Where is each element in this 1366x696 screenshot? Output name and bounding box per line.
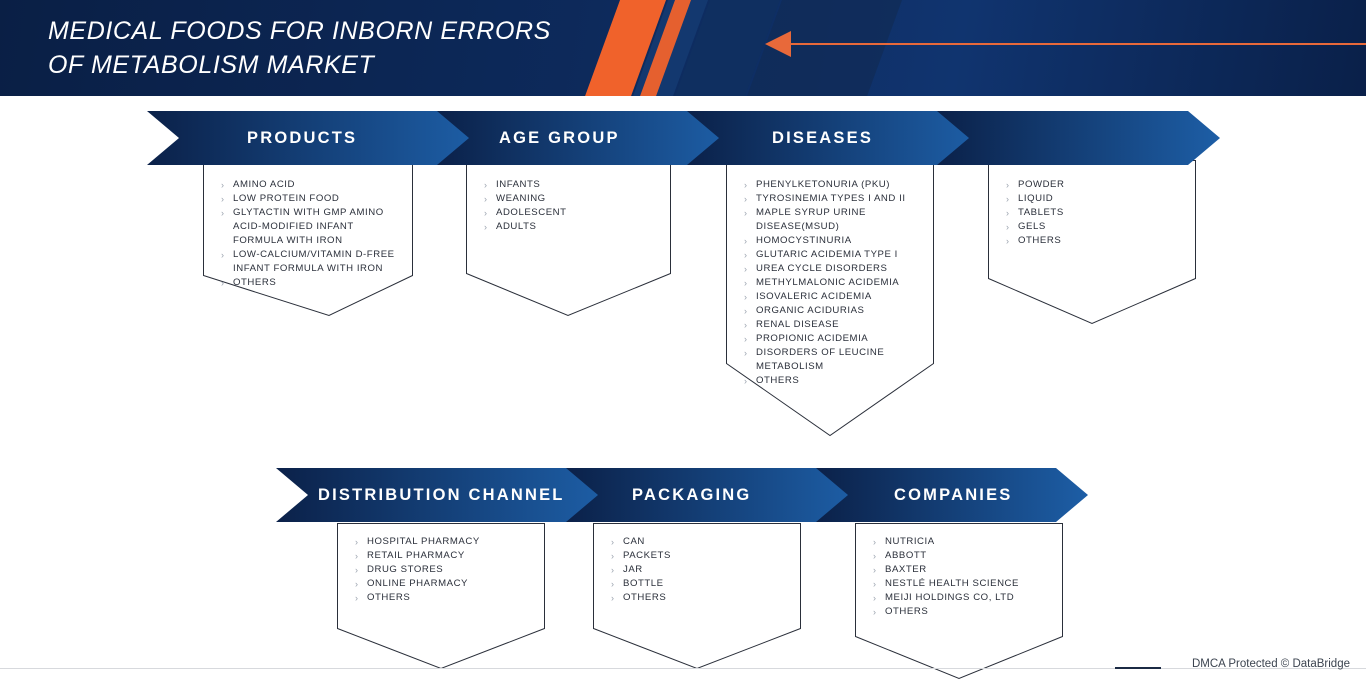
bullet-icon: › — [611, 593, 615, 603]
list-item: › TYROSINEMIA TYPES I AND II — [744, 193, 906, 204]
bullet-icon: › — [484, 180, 488, 190]
list-item: › GLYTACTIN WITH GMP AMINO ACID-MODIFIED INFANT FORMULA WITH IRON — [221, 207, 384, 246]
footer-divider — [0, 668, 1366, 669]
bullet-icon: › — [873, 537, 877, 547]
list-item: › AMINO ACID — [221, 179, 296, 190]
bullet-icon: › — [221, 278, 225, 288]
list-item: › HOMOCYSTINURIA — [744, 235, 852, 246]
bullet-icon: › — [744, 236, 748, 246]
chevron-banner-packaging — [566, 468, 856, 522]
card-distribution-channel — [337, 523, 545, 673]
list-item: › OTHERS — [744, 375, 800, 386]
section-title-distribution-channel: DISTRIBUTION CHANNEL — [318, 485, 565, 504]
bullet-icon: › — [355, 593, 359, 603]
card-list-age-group — [466, 160, 671, 234]
bullet-icon: › — [484, 222, 488, 232]
bullet-icon: › — [744, 334, 748, 344]
bullet-icon: › — [1006, 194, 1010, 204]
list-item: › RENAL DISEASE — [744, 319, 840, 330]
bullet-icon: › — [355, 551, 359, 561]
bullet-icon: › — [744, 278, 748, 288]
list-item: › OTHERS — [873, 606, 929, 617]
list-item: › METHYLMALONIC ACIDEMIA — [744, 277, 900, 288]
section-title-products: PRODUCTS — [247, 128, 358, 147]
bullet-icon: › — [873, 607, 877, 617]
header-arrow-line — [790, 43, 1366, 45]
footer-accent-dash — [1115, 667, 1161, 669]
list-item: › INFANTS — [484, 179, 541, 190]
page-title: MEDICAL FOODS FOR INBORN ERRORS OF METABOLISM MARKET — [48, 17, 551, 79]
list-item: › PACKETS — [611, 550, 671, 561]
bullet-icon: › — [744, 292, 748, 302]
list-item: › NESTLÉ HEALTH SCIENCE — [873, 578, 1019, 589]
bullet-icon: › — [611, 537, 615, 547]
bullet-icon: › — [744, 376, 748, 386]
bullet-icon: › — [611, 579, 615, 589]
bullet-icon: › — [355, 565, 359, 575]
list-item: › OTHERS — [1006, 235, 1062, 246]
section-title-diseases: DISEASES — [772, 128, 874, 147]
bullet-icon: › — [744, 194, 748, 204]
bullet-icon: › — [873, 565, 877, 575]
card-list-packaging — [593, 523, 801, 605]
list-item: › POWDER — [1006, 179, 1065, 190]
bullet-icon: › — [873, 579, 877, 589]
list-item: › LOW PROTEIN FOOD — [221, 193, 340, 204]
chevron-banner-diseases — [687, 111, 977, 165]
section-title-age-group: AGE GROUP — [499, 128, 620, 147]
bullet-icon: › — [873, 551, 877, 561]
bullet-icon: › — [744, 264, 748, 274]
list-item: › DISORDERS OF LEUCINE METABOLISM — [744, 347, 885, 372]
bullet-icon: › — [221, 208, 225, 218]
bullet-icon: › — [744, 250, 748, 260]
list-item: › DRUG STORES — [355, 564, 444, 575]
list-item: › MEIJI HOLDINGS CO, LTD — [873, 592, 1015, 603]
list-item: › ADOLESCENT — [484, 207, 567, 218]
card-list-distribution-channel — [337, 523, 545, 605]
list-item: › WEANING — [484, 193, 546, 204]
bullet-icon: › — [611, 565, 615, 575]
list-item: › LOW-CALCIUM/VITAMIN D-FREE INFANT FORMULA WITH IRON — [221, 249, 395, 274]
list-item: › BOTTLE — [611, 578, 664, 589]
chevron-banner-companies — [816, 468, 1088, 522]
card-diseases — [726, 160, 934, 440]
list-item: › PHENYLKETONURIA (PKU) — [744, 179, 890, 190]
footer-credit: DMCA Protected © DataBridge — [1191, 658, 1350, 670]
bullet-icon: › — [1006, 222, 1010, 232]
bullet-icon: › — [1006, 180, 1010, 190]
list-item: › ISOVALERIC ACIDEMIA — [744, 291, 872, 302]
bullet-icon: › — [611, 551, 615, 561]
card-list-diseases — [726, 160, 934, 388]
list-item: › GLUTARIC ACIDEMIA TYPE I — [744, 249, 898, 260]
bullet-icon: › — [744, 180, 748, 190]
card-list-products — [203, 160, 413, 290]
list-item: › OTHERS — [611, 592, 667, 603]
bullet-icon: › — [744, 348, 748, 358]
card-products — [203, 160, 413, 320]
bullet-icon: › — [221, 194, 225, 204]
card-companies — [855, 523, 1063, 683]
bullet-icon: › — [355, 537, 359, 547]
card-packaging — [593, 523, 801, 673]
page-header — [0, 0, 1366, 96]
list-item: › ORGANIC ACIDURIAS — [744, 305, 865, 316]
list-item: › ADULTS — [484, 221, 537, 232]
card-list-form — [988, 160, 1196, 248]
chevron-banner-products — [147, 111, 477, 165]
list-item: › CAN — [611, 536, 645, 547]
header-arrow-head-icon — [765, 31, 791, 57]
chevron-shape — [937, 111, 1220, 165]
bullet-icon: › — [744, 306, 748, 316]
bullet-icon: › — [484, 208, 488, 218]
list-item: › GELS — [1006, 221, 1046, 232]
bullet-icon: › — [484, 194, 488, 204]
chevron-banner-distribution-channel — [276, 468, 606, 522]
list-item: › JAR — [611, 564, 643, 575]
list-item: › OTHERS — [221, 277, 277, 288]
bullet-icon: › — [744, 320, 748, 330]
list-item: › RETAIL PHARMACY — [355, 550, 465, 561]
list-item: › MAPLE SYRUP URINE DISEASE(MSUD) — [744, 207, 866, 232]
bullet-icon: › — [221, 180, 225, 190]
chevron-banner-form — [937, 111, 1220, 165]
bullet-icon: › — [355, 579, 359, 589]
bullet-icon: › — [873, 593, 877, 603]
bullet-icon: › — [1006, 236, 1010, 246]
list-item: › NUTRICIA — [873, 536, 935, 547]
list-item: › HOSPITAL PHARMACY — [355, 536, 480, 547]
list-item: › ABBOTT — [873, 550, 927, 561]
bullet-icon: › — [221, 250, 225, 260]
card-list-companies — [855, 523, 1063, 619]
list-item: › UREA CYCLE DISORDERS — [744, 263, 888, 274]
section-title-packaging: PACKAGING — [632, 485, 752, 504]
card-age-group — [466, 160, 671, 320]
chevron-banner-age-group — [437, 111, 727, 165]
list-item: › OTHERS — [355, 592, 411, 603]
list-item: › TABLETS — [1006, 207, 1064, 218]
card-form — [988, 160, 1196, 330]
section-title-companies: COMPANIES — [894, 485, 1013, 504]
list-item: › ONLINE PHARMACY — [355, 578, 469, 589]
bullet-icon: › — [1006, 208, 1010, 218]
bullet-icon: › — [744, 208, 748, 218]
list-item: › PROPIONIC ACIDEMIA — [744, 333, 869, 344]
list-item: › BAXTER — [873, 564, 927, 575]
list-item: › LIQUID — [1006, 193, 1054, 204]
